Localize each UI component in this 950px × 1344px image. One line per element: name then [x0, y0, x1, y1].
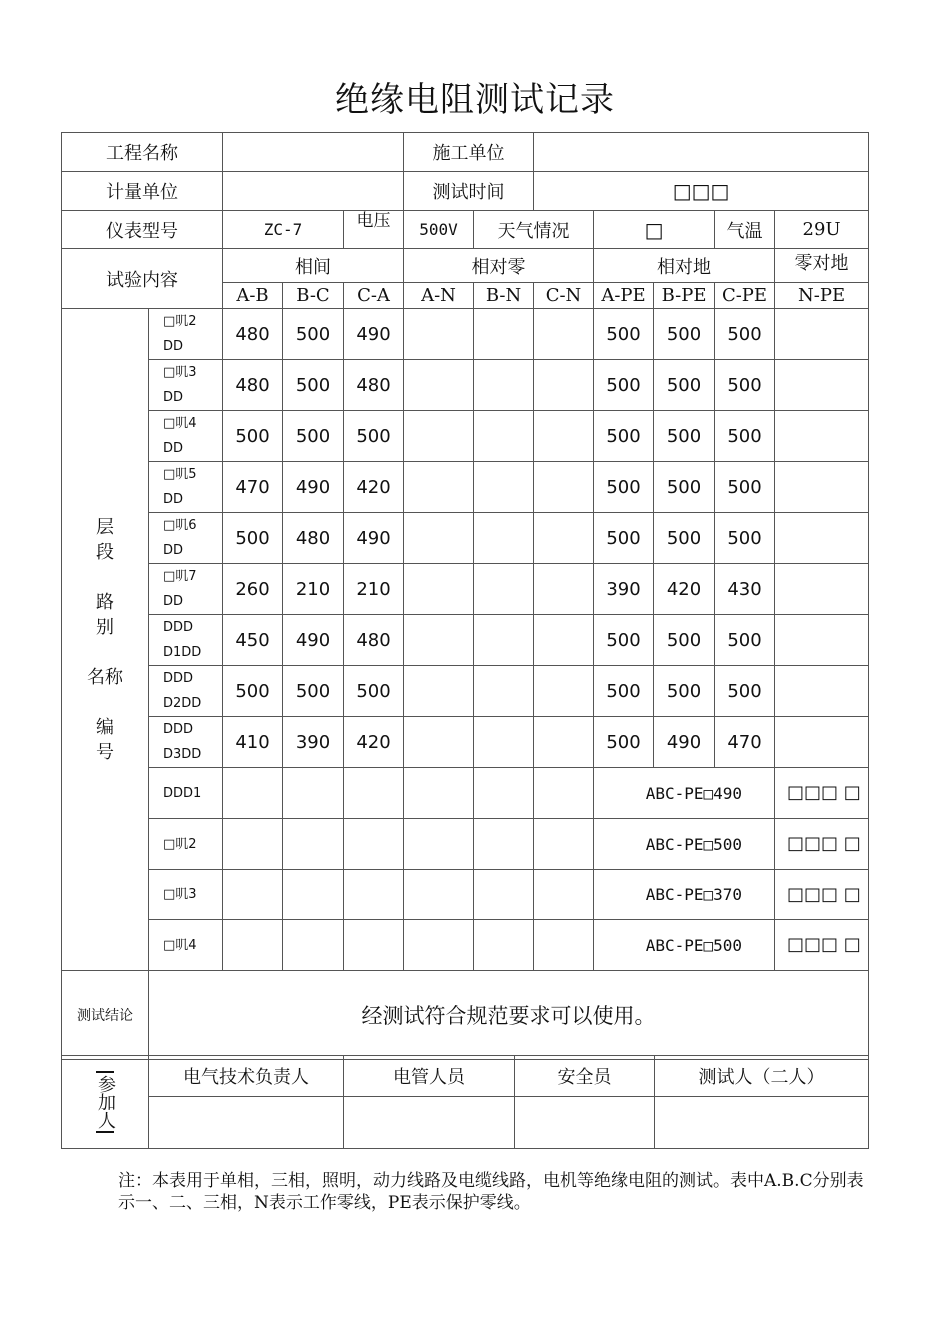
table-row	[62, 360, 869, 411]
table-cell: 480	[344, 360, 404, 411]
table-cell: 500	[594, 360, 654, 411]
col-header: C-PE	[715, 283, 775, 309]
table-cell: 470	[715, 717, 775, 768]
col-header: N-PE	[775, 283, 869, 309]
temperature-value[interactable]: 29U	[775, 211, 869, 249]
table-cell: 500	[283, 666, 344, 717]
table-cell	[404, 666, 474, 717]
table-cell: 500	[715, 360, 775, 411]
col-header: A-B	[223, 283, 283, 309]
table-cell	[404, 870, 474, 920]
table-cell: 500	[654, 513, 715, 564]
table-cell	[474, 564, 534, 615]
table-cell	[404, 717, 474, 768]
table-cell	[404, 615, 474, 666]
cable-label: DDD1	[149, 768, 223, 819]
table-cell	[534, 309, 594, 360]
table-cell: 500	[223, 411, 283, 462]
table-cell	[283, 819, 344, 870]
table-cell	[534, 462, 594, 513]
project-name-label: 工程名称	[62, 133, 223, 172]
table-row	[62, 768, 869, 819]
table-cell: 500	[283, 309, 344, 360]
table-cell	[223, 920, 283, 971]
table-cell: 480	[223, 360, 283, 411]
table-cell	[283, 870, 344, 920]
col-header: B-N	[474, 283, 534, 309]
table-row	[62, 411, 869, 462]
voltage-value[interactable]: 500V	[404, 211, 474, 249]
table-cell	[474, 920, 534, 971]
table-cell: 490	[283, 615, 344, 666]
table-cell	[534, 666, 594, 717]
cable-mark: □□□ □	[775, 920, 869, 971]
table-cell: 500	[654, 615, 715, 666]
table-cell	[474, 870, 534, 920]
cable-value: ABC-PE□370	[594, 870, 775, 920]
col-header: B-PE	[654, 283, 715, 309]
signature-tester[interactable]	[655, 1097, 869, 1149]
table-cell	[775, 564, 869, 615]
circuit-label: DDD D2DD	[149, 666, 223, 717]
signature-safety[interactable]	[515, 1097, 655, 1149]
table-cell	[775, 309, 869, 360]
table-cell	[344, 768, 404, 819]
table-row	[62, 666, 869, 717]
table-cell	[534, 360, 594, 411]
footnote: 注：本表用于单相，三相，照明，动力线路及电缆线路，电机等绝缘电阻的测试。表中A.B.C分别表示一、二、三相，N表示工作零线，PE表示保护零线。	[118, 1171, 864, 1213]
table-cell: 390	[283, 717, 344, 768]
col-header: A-PE	[594, 283, 654, 309]
participants-label: 参加人	[62, 1056, 149, 1149]
table-cell	[534, 564, 594, 615]
participants-table	[61, 1055, 869, 1149]
table-cell	[404, 920, 474, 971]
role-tech-lead: 电气技术负责人	[149, 1056, 344, 1097]
table-cell: 500	[594, 309, 654, 360]
conclusion-label: 测试结论	[62, 971, 149, 1060]
table-cell	[474, 615, 534, 666]
table-cell: 500	[594, 717, 654, 768]
cable-value: ABC-PE□500	[594, 819, 775, 870]
table-cell	[344, 819, 404, 870]
table-row	[62, 819, 869, 870]
table-row	[62, 513, 869, 564]
table-row	[62, 717, 869, 768]
table-cell	[534, 513, 594, 564]
table-cell	[775, 411, 869, 462]
test-content-label: 试验内容	[62, 249, 223, 309]
table-cell: 500	[715, 615, 775, 666]
table-cell: 480	[344, 615, 404, 666]
cable-value: ABC-PE□490	[594, 768, 775, 819]
table-row	[62, 615, 869, 666]
table-cell	[534, 920, 594, 971]
table-cell: 500	[594, 462, 654, 513]
circuit-label: □叽7 DD	[149, 564, 223, 615]
cable-mark: □□□ □	[775, 768, 869, 819]
signature-tech-lead[interactable]	[149, 1097, 344, 1149]
temperature-label: 气温	[715, 211, 775, 249]
table-cell: 490	[344, 309, 404, 360]
table-cell: 500	[715, 513, 775, 564]
table-cell: 390	[594, 564, 654, 615]
table-cell	[344, 870, 404, 920]
table-cell	[474, 666, 534, 717]
table-cell	[474, 360, 534, 411]
table-cell	[534, 768, 594, 819]
group-phase-header: 相间	[223, 249, 404, 283]
cable-label: □叽3	[149, 870, 223, 920]
table-cell	[223, 768, 283, 819]
circuit-label: DDD D3DD	[149, 717, 223, 768]
table-cell	[474, 411, 534, 462]
table-cell	[474, 309, 534, 360]
table-row	[62, 462, 869, 513]
test-time-value[interactable]: □□□	[534, 172, 869, 211]
page-title: 绝缘电阻测试记录	[335, 80, 615, 120]
col-header: A-N	[404, 283, 474, 309]
cable-mark: □□□ □	[775, 870, 869, 920]
table-cell: 430	[715, 564, 775, 615]
table-cell: 450	[223, 615, 283, 666]
meter-model-label: 仪表型号	[62, 211, 223, 249]
cable-mark: □□□ □	[775, 819, 869, 870]
circuit-label: □叽4 DD	[149, 411, 223, 462]
cable-label: □叽4	[149, 920, 223, 971]
table-cell: 420	[654, 564, 715, 615]
table-cell: 500	[223, 666, 283, 717]
voltage-label: 电压	[344, 211, 404, 249]
circuit-name-label: 层 段 路 别 名称 编 号	[62, 309, 149, 971]
table-cell: 490	[283, 462, 344, 513]
table-cell	[534, 819, 594, 870]
table-cell: 500	[594, 411, 654, 462]
table-cell	[283, 920, 344, 971]
table-cell: 500	[715, 462, 775, 513]
table-cell	[404, 513, 474, 564]
table-cell: 500	[344, 411, 404, 462]
table-cell: 420	[344, 462, 404, 513]
table-row	[62, 564, 869, 615]
cable-label: □叽2	[149, 819, 223, 870]
table-cell	[775, 666, 869, 717]
table-cell: 480	[223, 309, 283, 360]
table-cell	[775, 615, 869, 666]
meter-model-value[interactable]: ZC-7	[223, 211, 344, 249]
project-name-value[interactable]	[223, 133, 404, 172]
table-cell	[344, 920, 404, 971]
table-cell	[474, 819, 534, 870]
table-cell	[534, 717, 594, 768]
table-cell: 210	[344, 564, 404, 615]
table-cell: 500	[715, 411, 775, 462]
table-cell: 500	[283, 360, 344, 411]
table-cell: 500	[344, 666, 404, 717]
table-cell: 490	[344, 513, 404, 564]
table-cell	[474, 768, 534, 819]
table-cell: 260	[223, 564, 283, 615]
table-cell: 210	[283, 564, 344, 615]
table-cell: 480	[283, 513, 344, 564]
signature-electrician[interactable]	[344, 1097, 515, 1149]
table-cell: 420	[344, 717, 404, 768]
circuit-label: □叽5 DD	[149, 462, 223, 513]
group-neutral-ground-header: 零对地	[775, 249, 869, 283]
table-cell: 500	[654, 360, 715, 411]
unit-value[interactable]	[223, 172, 404, 211]
table-cell	[283, 768, 344, 819]
cable-value: ABC-PE□500	[594, 920, 775, 971]
construction-unit-label: 施工单位	[404, 133, 534, 172]
table-row	[62, 870, 869, 920]
col-header: C-N	[534, 283, 594, 309]
table-cell: 500	[283, 411, 344, 462]
table-cell	[404, 411, 474, 462]
table-cell: 500	[223, 513, 283, 564]
table-cell: 500	[654, 411, 715, 462]
role-electrician: 电管人员	[344, 1056, 515, 1097]
table-cell: 500	[715, 666, 775, 717]
table-cell: 500	[654, 666, 715, 717]
circuit-label: □叽3 DD	[149, 360, 223, 411]
insulation-record-table	[61, 132, 869, 1060]
unit-label: 计量单位	[62, 172, 223, 211]
weather-label: 天气情况	[474, 211, 594, 249]
table-cell	[775, 360, 869, 411]
table-cell	[404, 768, 474, 819]
weather-value[interactable]: □	[594, 211, 715, 249]
table-cell: 500	[594, 513, 654, 564]
table-cell: 500	[654, 309, 715, 360]
table-row	[62, 920, 869, 971]
table-cell: 500	[594, 615, 654, 666]
table-cell	[775, 717, 869, 768]
col-header: C-A	[344, 283, 404, 309]
table-cell: 500	[715, 309, 775, 360]
circuit-label: □叽2 DD	[149, 309, 223, 360]
table-cell: 490	[654, 717, 715, 768]
role-tester: 测试人（二人）	[655, 1056, 869, 1097]
group-phase-ground-header: 相对地	[594, 249, 775, 283]
col-header: B-C	[283, 283, 344, 309]
table-row	[62, 309, 869, 360]
table-cell: 470	[223, 462, 283, 513]
construction-unit-value[interactable]	[534, 133, 869, 172]
table-cell	[404, 360, 474, 411]
table-cell: 410	[223, 717, 283, 768]
table-cell: 500	[594, 666, 654, 717]
table-cell	[404, 462, 474, 513]
table-cell: 500	[654, 462, 715, 513]
table-cell	[474, 717, 534, 768]
table-cell	[534, 870, 594, 920]
table-cell	[775, 513, 869, 564]
table-cell	[404, 564, 474, 615]
table-cell	[474, 513, 534, 564]
table-cell	[775, 462, 869, 513]
conclusion-text[interactable]: 经测试符合规范要求可以使用。	[149, 971, 869, 1060]
table-cell	[404, 819, 474, 870]
table-cell	[534, 615, 594, 666]
role-safety: 安全员	[515, 1056, 655, 1097]
group-phase-neutral-header: 相对零	[404, 249, 594, 283]
circuit-label: DDD D1DD	[149, 615, 223, 666]
table-cell	[474, 462, 534, 513]
table-cell	[404, 309, 474, 360]
test-time-label: 测试时间	[404, 172, 534, 211]
circuit-label: □叽6 DD	[149, 513, 223, 564]
table-cell	[223, 870, 283, 920]
table-cell	[223, 819, 283, 870]
table-cell	[534, 411, 594, 462]
